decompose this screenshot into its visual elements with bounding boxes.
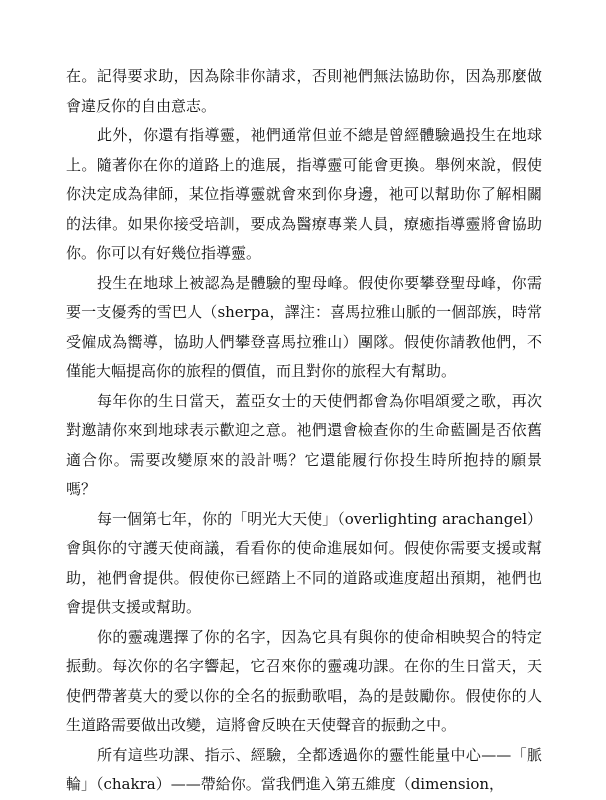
paragraph-3: 投生在地球上被認為是體驗的聖母峰。假使你要攀登聖母峰，你需要一支優秀的雪巴人（sherpa，譯注：喜馬拉雅山脈的一個部族，時常受僱成為嚮導，協助人們攀登喜馬拉雅山）團隊。假使你請教他們，不僅能大幅提高你的旅程的價值，而且對你的旅程大有幫助。: [66, 273, 542, 380]
paragraph-1: 在。記得要求助，因為除非你請求，否則祂們無法協助你，因為那麼做會違反你的自由意志。: [66, 67, 542, 115]
paragraph-4: 每年你的生日當天，蓋亞女士的天使們都會為你唱頌愛之歌，再次對邀請你來到地球表示歡迎之意。祂們還會檢查你的生命藍圖是否依舊適合你。需要改變原來的設計嗎？它還能履行你投生時所抱持的願景嗎？: [66, 391, 542, 498]
document-page: [66, 62, 542, 800]
paragraph-6: 你的靈魂選擇了你的名字，因為它具有與你的使命相映契合的特定振動。每次你的名字響起，它召來你的靈魂功課。在你的生日當天，天使們帶著莫大的愛以你的全名的振動歌唱，為的是鼓勵你。假使你的人生道路需要做出改變，這將會反映在天使聲音的振動之中。: [66, 627, 542, 734]
paragraph-5: 每一個第七年，你的「明光大天使」（overlighting arachangel）會與你的守護天使商議，看看你的使命進展如何。假使你需要支援或幫助，祂們會提供。假使你已經踏上不同的道路或進度超出預期，祂們也會提供支援或幫助。: [66, 509, 542, 616]
paragraph-7: 所有這些功課、指示、經驗，全都透過你的靈性能量中心——「脈輪」（chakra）——帶給你。當我們進入第五維度（dimension，: [66, 745, 542, 793]
paragraph-2: 此外，你還有指導靈，祂們通常但並不總是曾經體驗過投生在地球上。隨著你在你的道路上的進展，指導靈可能會更換。舉例來說，假使你決定成為律師，某位指導靈就會來到你身邊，祂可以幫助你了解相關的法律。如果你接受培訓，要成為醫療專業人員，療癒指導靈將會協助你。你可以有好幾位指導靈。: [66, 126, 542, 262]
